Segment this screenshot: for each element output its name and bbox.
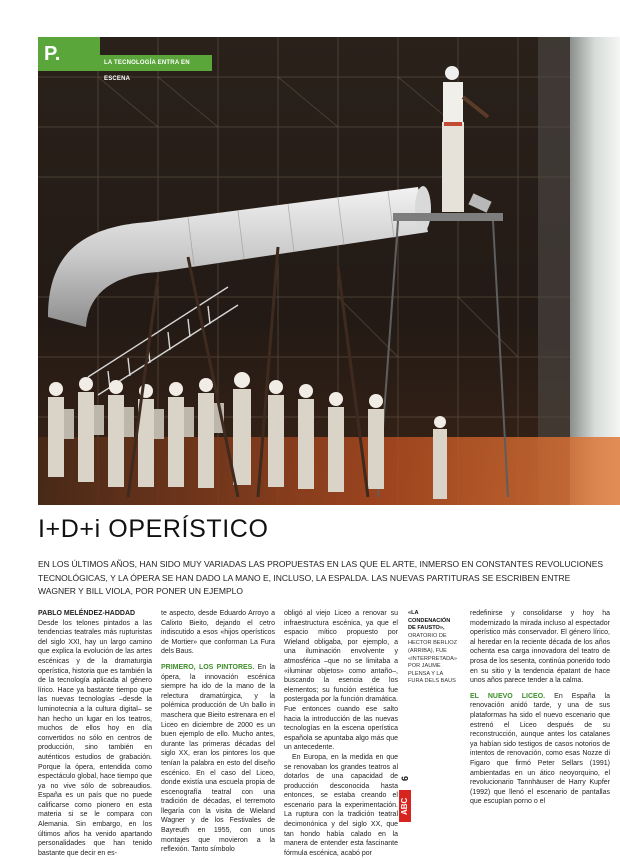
body-text: En Europa, en la medida en que se renovaban los grandes teatros al dotarlos de una capacidad de producción desconocida hasta entonces, se estaba creando el escenario para la experimentación. La ruptura con la tradición teatral decimonónica y del siglo XX, que tan hondo había calado en la manera de entender esta fascinante fórmula escénica, acabó por — [284, 753, 398, 857]
stage-photo — [38, 37, 620, 505]
body-text: te aspecto, desde Eduardo Arroyo a Calixto Bieito, dejando el cetro indiscutido a esos «hijos operísticos de Mortier» que conforman La Fura dels Baus. — [161, 610, 275, 656]
body-text: redefinirse y consolidarse y hoy ha modernizado la mirada incluso al espectador operístico más conservador. El género lírico, al heredar en la reciente década de los años ochenta esa carga innovadora del teatro de prosa de los sesenta, continúa ponerido todo en su sitio y la tendencia épatant de hace unos años parece tender a la calma. — [470, 610, 610, 685]
photo-caption — [408, 610, 458, 686]
column-1 — [38, 609, 152, 858]
headline: I+D+i OPERÍSTICO — [38, 515, 269, 543]
page-folio — [399, 776, 411, 834]
caption-body: ORATORIO DE HECTOR BERLIOZ (ARRIBA), FUE «INTERPRETADA» POR JAUME PLENSA Y LA FURA DELS BAUS — [408, 632, 458, 685]
column-2 — [161, 609, 275, 855]
abc-logo: ABC — [399, 790, 411, 822]
body-text: Desde los telones pintados a las tendencias teatrales más rupturistas del siglo XXI, hay un largo camino que explica la evolución de las artes escénicas y de la dramaturgia operística, historia que es también la de la tecnología aplicada al género lírico. Hace ya bastante tiempo que las nuevas tecnologías –desde la luminotecnia a la cultura digital– se han hecho un lugar en los teatros, muchos de ellos hoy en día convertidos no sólo en centros de producción, sino también en auténticos estudios de grabación. Porque la ópera, entendida como espectáculo global, hace tiempo que ya no vive sólo de sobreaudios. España es un país que no puede calificarse como pionero en esta materia si se le compara con Alemania. Sin embargo, en los últimos años ha venido apartando personalidades que han tenido bastante que decir en es- — [38, 619, 153, 857]
subheading: EL NUEVO LICEO. — [470, 692, 546, 700]
section-marker: P. — [38, 37, 100, 71]
body-text: En la ópera, la innovación escénica siempre ha ido de la mano de la relectura dramatúrgica, y la polémica producción de Un ballo in maschera que Bieito estrenara en el Liceo en diciembre de 2000 es un buen ejemplo de ello. Mucho antes, durante las primeras décadas del siglo XX, eran los pintores los que tenían la palabra en esto del diseño escénico. En el caso del Liceo, donde existía una escuela propia de escenografía teatral con una tradición de décadas, el terremoto llegaría con la visita de Wieland Wagner y de los Festivales de Bayreuth en 1955, con unos montajes que movieron a la reflexión. Tanto símbolo — [161, 663, 275, 854]
byline: PABLO MELÉNDEZ-HADDAD — [38, 610, 136, 617]
column-3 — [284, 609, 398, 858]
section-label: LA TECNOLOGÍA ENTRA EN ESCENA — [100, 55, 212, 71]
column-4 — [470, 609, 610, 807]
page-number: 6 — [400, 776, 410, 782]
body-text: obligó al viejo Liceo a renovar su infraestructura escénica, ya que el espacio mítico propuesto por Wieland obligaba, por ejemplo, a una iluminación envolvente y atmosférica –que no se limitaba a «iluminar objetos» como antaño–, buscando la esencia de los elementos; su función estética fue postergada por la función dramática. Fue entonces cuando ese salto hacia la introducción de las nuevas tecnologías en la escena operística española se apuntaba algo más que un antecedente. — [284, 610, 398, 752]
caption-title: «LA CONDENACIÓN DE FAUSTO», — [408, 610, 451, 632]
body-text: En España la renovación anidó tarde, y una de sus plataformas ha sido el nuevo escenario que estrenó el Liceo después de su reconstrucción, aunque antes los catalanes ya habían sido testigos de casos notorios de intentos de renovación, como esas Nozze di Figaro que firmó Peter Sellars (1991) ambientadas en un ático neoyorquino, el revolucionario Tannhäuser de Harry Kupfer (1992) que llenó el escenario de pantallas que escupían porno o el — [470, 692, 610, 806]
standfirst: EN LOS ÚLTIMOS AÑOS, HAN SIDO MUY VARIADAS LAS PROPUESTAS EN LAS QUE EL ARTE, INMERSO EN CONSTANTES REVOLUCIONES TECNOLÓGICAS, Y LA ÓPERA SE HAN DADO LA MANO E, INCLUSO, LA ESPALDA. LAS NUEVAS PARTITURAS SE ESCRIBEN ENTRE WAGNER Y BILL VIOLA, POR PONER UN EJEMPLO — [38, 559, 604, 596]
subheading: PRIMERO, LOS PINTORES. — [161, 663, 255, 671]
